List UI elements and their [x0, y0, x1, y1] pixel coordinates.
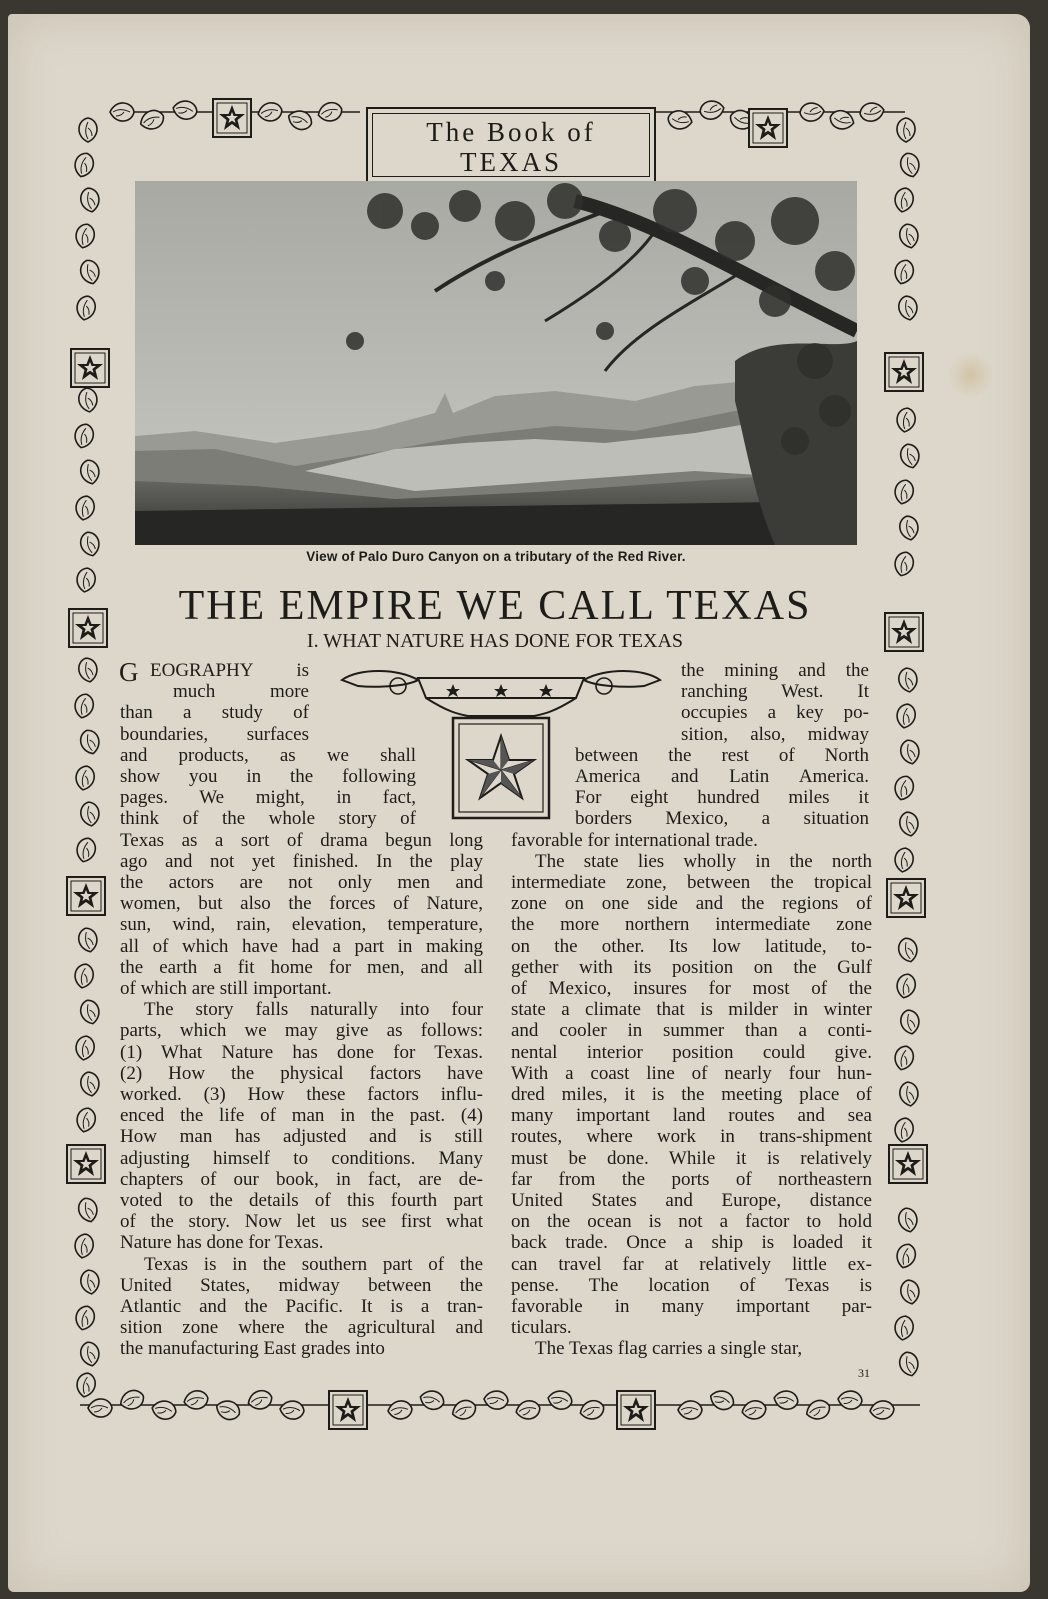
article-title: THE EMPIRE WE CALL TEXAS — [178, 583, 812, 629]
article-line: of which are still important. — [120, 978, 332, 999]
article-line: Texas as a sort of drama begun long — [120, 829, 483, 851]
article-line: the actors are not only men and — [120, 872, 483, 893]
article-line: women, but also the forces of Nature, — [120, 893, 483, 915]
article-line: (2) How the physical factors have — [120, 1062, 483, 1084]
article-line: of Mexico, insures for most of the — [511, 978, 872, 999]
article-line: nental interior position could give. — [511, 1041, 872, 1063]
leaf-icon — [72, 118, 102, 1398]
article-line: United States, midway between the — [120, 1274, 483, 1296]
article-line: the earth a fit home for men, and all — [120, 956, 483, 978]
article-line: sition, also, midway — [681, 723, 869, 745]
drop-cap: G — [119, 657, 139, 687]
article-line: on the ocean is not a factor to hold — [511, 1211, 872, 1233]
book-header — [366, 107, 656, 183]
article-line: For eight hundred miles it — [575, 787, 869, 809]
article-line: enced the life of man in the past. (4) — [120, 1105, 483, 1127]
article-line: EOGRAPHY is — [150, 660, 309, 681]
article-line: (1) What Nature has done for Texas. — [120, 1041, 483, 1063]
article-line: ago and not yet finished. In the play — [120, 850, 483, 872]
article-line: far from the ports of northeastern — [511, 1168, 872, 1190]
page-number: 31 — [858, 1366, 870, 1380]
article-line: can travel far at relatively little ex- — [511, 1253, 872, 1275]
article-line: state a climate that is milder in winter — [511, 999, 872, 1021]
article-line: show you in the following — [120, 766, 416, 787]
article-line: between the rest of North — [575, 744, 869, 766]
article-line: pense. The location of Texas is — [511, 1274, 872, 1296]
article-line: gether with its position on the Gulf — [511, 956, 872, 978]
article-line: ticulars. — [511, 1317, 572, 1339]
article-line: on the other. Its low latitude, to- — [511, 935, 872, 957]
article-line: sun, wind, rain, elevation, temperature, — [120, 914, 483, 936]
article-line: boundaries, surfaces — [120, 723, 309, 745]
article-line: voted to the details of this fourth part — [120, 1190, 483, 1211]
article-line: The state lies wholly in the north — [535, 850, 872, 872]
photo-caption: View of Palo Duro Canyon on a tributary of the Red River. — [306, 549, 686, 564]
article-line: favorable for international trade. — [511, 829, 758, 851]
article-line: routes, where work in trans-shipment — [511, 1126, 872, 1148]
article-line: ranching West. It — [681, 681, 869, 703]
article-line: worked. (3) How these factors influ- — [120, 1084, 483, 1105]
article-line: intermediate zone, between the tropical — [511, 872, 872, 893]
article-line: The Texas flag carries a single star, — [535, 1338, 803, 1360]
article-line: favorable in many important par- — [511, 1296, 872, 1317]
article-line: of the story. Now let us see first what — [120, 1211, 483, 1233]
article-line: and products, as we shall — [120, 744, 416, 766]
article-line: the more northern intermediate zone — [511, 914, 872, 936]
article-line: Atlantic and the Pacific. It is a tran- — [120, 1296, 483, 1317]
article-line: many important land routes and sea — [511, 1105, 872, 1127]
article-line: parts, which we may give as follows: — [120, 1020, 483, 1042]
article-line: adjusting himself to conditions. Many — [120, 1147, 483, 1169]
article-line: Nature has done for Texas. — [120, 1232, 324, 1254]
article-line: America and Latin America. — [575, 766, 869, 787]
article-line: dred miles, it is the meeting place of — [511, 1084, 872, 1105]
article-line: the mining and the — [681, 660, 869, 681]
article-line: With a coast line of nearly four hun- — [511, 1062, 872, 1084]
article-subtitle: I. WHAT NATURE HAS DONE FOR TEXAS — [306, 630, 684, 652]
canyon-photo — [135, 181, 857, 545]
leaf-icon — [892, 118, 922, 1378]
article-line: zone on one side and the regions of — [511, 893, 872, 915]
book-header-line1: The Book of — [426, 117, 596, 147]
article-line: borders Mexico, a situation — [575, 808, 869, 830]
article-line: occupies a key po- — [681, 702, 869, 724]
book-header-line2: TEXAS — [460, 147, 562, 177]
article-line: The story falls naturally into four — [144, 999, 483, 1021]
article-line: How man has adjusted and is still — [120, 1126, 483, 1148]
article-line: chapters of our book, in fact, are de- — [120, 1168, 483, 1190]
article-line: the manufacturing East grades into — [120, 1338, 385, 1360]
article-line: United States and Europe, distance — [511, 1190, 872, 1211]
article-line: back trade. Once a ship is loaded it — [511, 1232, 872, 1254]
article-line: pages. We might, in fact, — [120, 787, 416, 809]
article-line: than a study of — [120, 702, 309, 724]
article-line: much more — [173, 681, 309, 703]
article-line: sition zone where the agricultural and — [120, 1317, 483, 1339]
article-line: and cooler in summer than a conti- — [511, 1020, 872, 1042]
article-line: Texas is in the southern part of the — [144, 1253, 483, 1275]
article-line: think of the whole story of — [120, 808, 416, 830]
article-line: all of which have had a part in making — [120, 935, 483, 957]
article-line: must be done. While it is relatively — [511, 1147, 872, 1169]
